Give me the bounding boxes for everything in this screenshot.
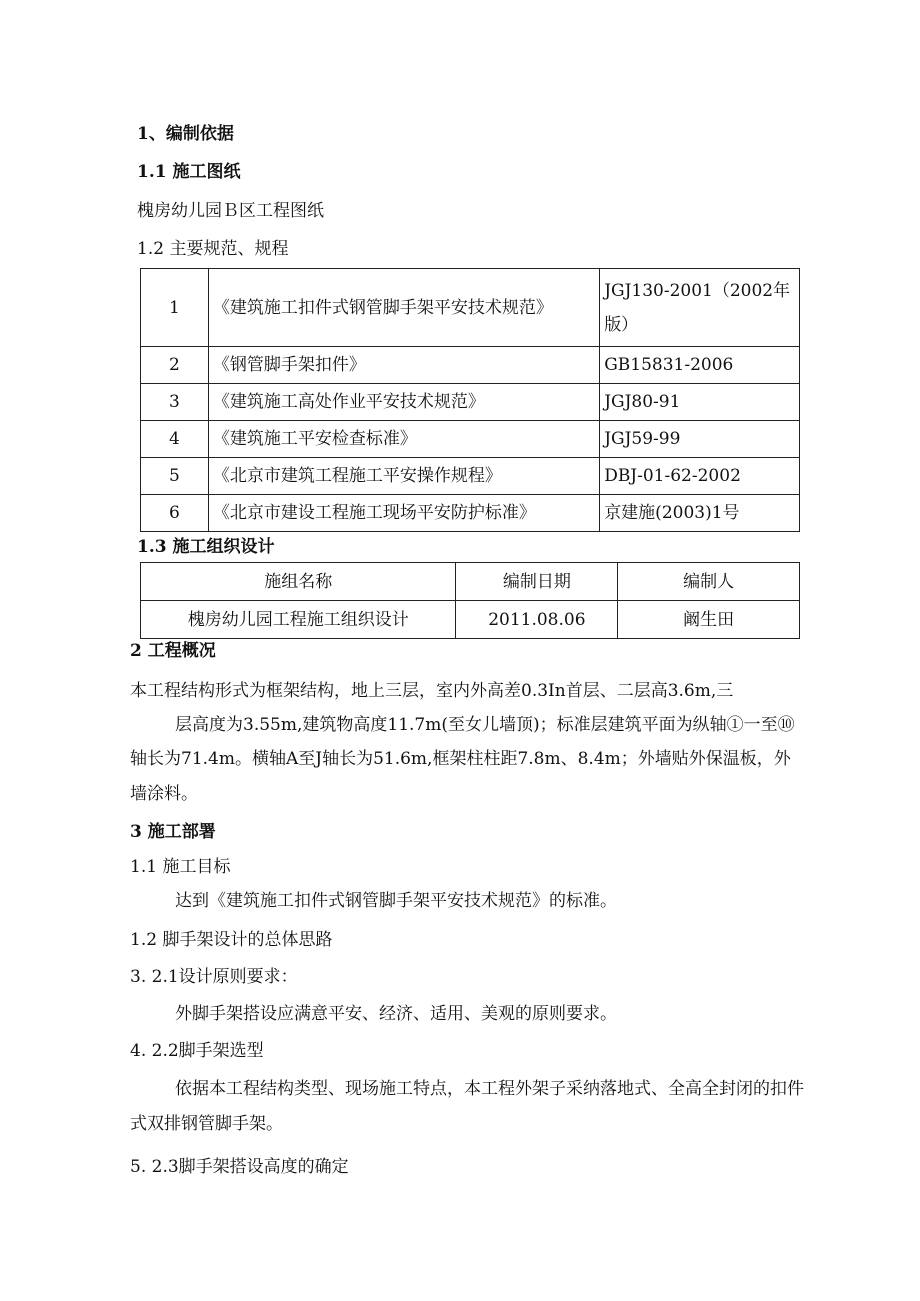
standard-code-line-1: JGJ130-2001（2002年	[604, 280, 791, 301]
standard-code: JGJ80-91	[600, 384, 800, 421]
standard-code: GB15831-2006	[600, 347, 800, 384]
row-number: 6	[141, 495, 209, 532]
row-number: 1	[141, 269, 209, 347]
section-1-1-text: 槐房幼儿园Ｂ区工程图纸	[137, 201, 324, 221]
subsection-4-2-2-text-1: 依据本工程结构类型、现场施工特点，本工程外架子采纳落地式、全高全封闭的扣件	[175, 1079, 804, 1099]
table-row	[141, 458, 800, 495]
standard-code-line-2: 版）	[604, 314, 639, 335]
overview-line-4: 墙涂料。	[130, 784, 198, 804]
table-row	[141, 384, 800, 421]
subsection-4-2-2-text-2: 式双排钢管脚手架。	[130, 1114, 283, 1134]
section-1-1-heading: 1.1 施工图纸	[137, 162, 241, 182]
standard-name: 《北京市建筑工程施工平安操作规程》	[208, 458, 599, 495]
row-number: 5	[141, 458, 209, 495]
standard-code: DBJ-01-62-2002	[600, 458, 800, 495]
subsection-4-2-2-heading: 4. 2.2脚手架选型	[130, 1041, 264, 1061]
overview-line-1: 本工程结构形式为框架结构，地上三层，室内外高差0.3In首层、二层高3.6m,三	[130, 681, 734, 701]
table-row	[141, 421, 800, 458]
table-row	[141, 601, 800, 639]
subsection-5-2-3-heading: 5. 2.3脚手架搭设高度的确定	[130, 1157, 349, 1177]
design-name: 槐房幼儿园工程施工组织设计	[141, 601, 456, 639]
section-3-heading: 3 施工部署	[130, 822, 216, 842]
subsection-1-1-text: 达到《建筑施工扣件式钢管脚手架平安技术规范》的标准。	[175, 891, 617, 911]
design-date: 2011.08.06	[456, 601, 618, 639]
table-row	[141, 495, 800, 532]
standard-code	[600, 269, 800, 347]
subsection-1-1-heading: 1.1 施工目标	[130, 857, 231, 877]
table-row	[141, 347, 800, 384]
subsection-3-2-1-heading: 3. 2.1设计原则要求：	[130, 967, 298, 987]
standard-name: 《建筑施工扣件式钢管脚手架平安技术规范》	[208, 269, 599, 347]
overview-line-3: 轴长为71.4m。横轴A至J轴长为51.6m,框架柱柱距7.8m、8.4m；外墙贴外保温板，外	[130, 749, 791, 769]
standard-name: 《建筑施工平安检查标准》	[208, 421, 599, 458]
section-2-heading: 2 工程概况	[130, 641, 216, 661]
standard-code: JGJ59-99	[600, 421, 800, 458]
standard-code: 京建施(2003)1号	[600, 495, 800, 532]
organization-design-table	[140, 562, 800, 639]
standards-table	[140, 268, 800, 532]
column-header: 施组名称	[141, 563, 456, 601]
section-1-heading: 1、编制依据	[137, 124, 234, 144]
row-number: 2	[141, 347, 209, 384]
column-header: 编制日期	[456, 563, 618, 601]
standard-name: 《建筑施工高处作业平安技术规范》	[208, 384, 599, 421]
subsection-1-2-heading: 1.2 脚手架设计的总体思路	[130, 930, 333, 950]
row-number: 4	[141, 421, 209, 458]
section-1-3-heading: 1.3 施工组织设计	[137, 537, 275, 557]
standard-name: 《钢管脚手架扣件》	[208, 347, 599, 384]
overview-line-2: 层高度为3.55m,建筑物高度11.7m(至女儿墙顶)；标准层建筑平面为纵轴①一至⑩	[175, 715, 795, 735]
table-row	[141, 269, 800, 347]
subsection-3-2-1-text: 外脚手架搭设应满意平安、经济、适用、美观的原则要求。	[175, 1004, 617, 1024]
section-1-2-heading: 1.2 主要规范、规程	[137, 239, 289, 259]
row-number: 3	[141, 384, 209, 421]
design-author: 阚生田	[618, 601, 800, 639]
table-header-row	[141, 563, 800, 601]
column-header: 编制人	[618, 563, 800, 601]
standard-name: 《北京市建设工程施工现场平安防护标准》	[208, 495, 599, 532]
